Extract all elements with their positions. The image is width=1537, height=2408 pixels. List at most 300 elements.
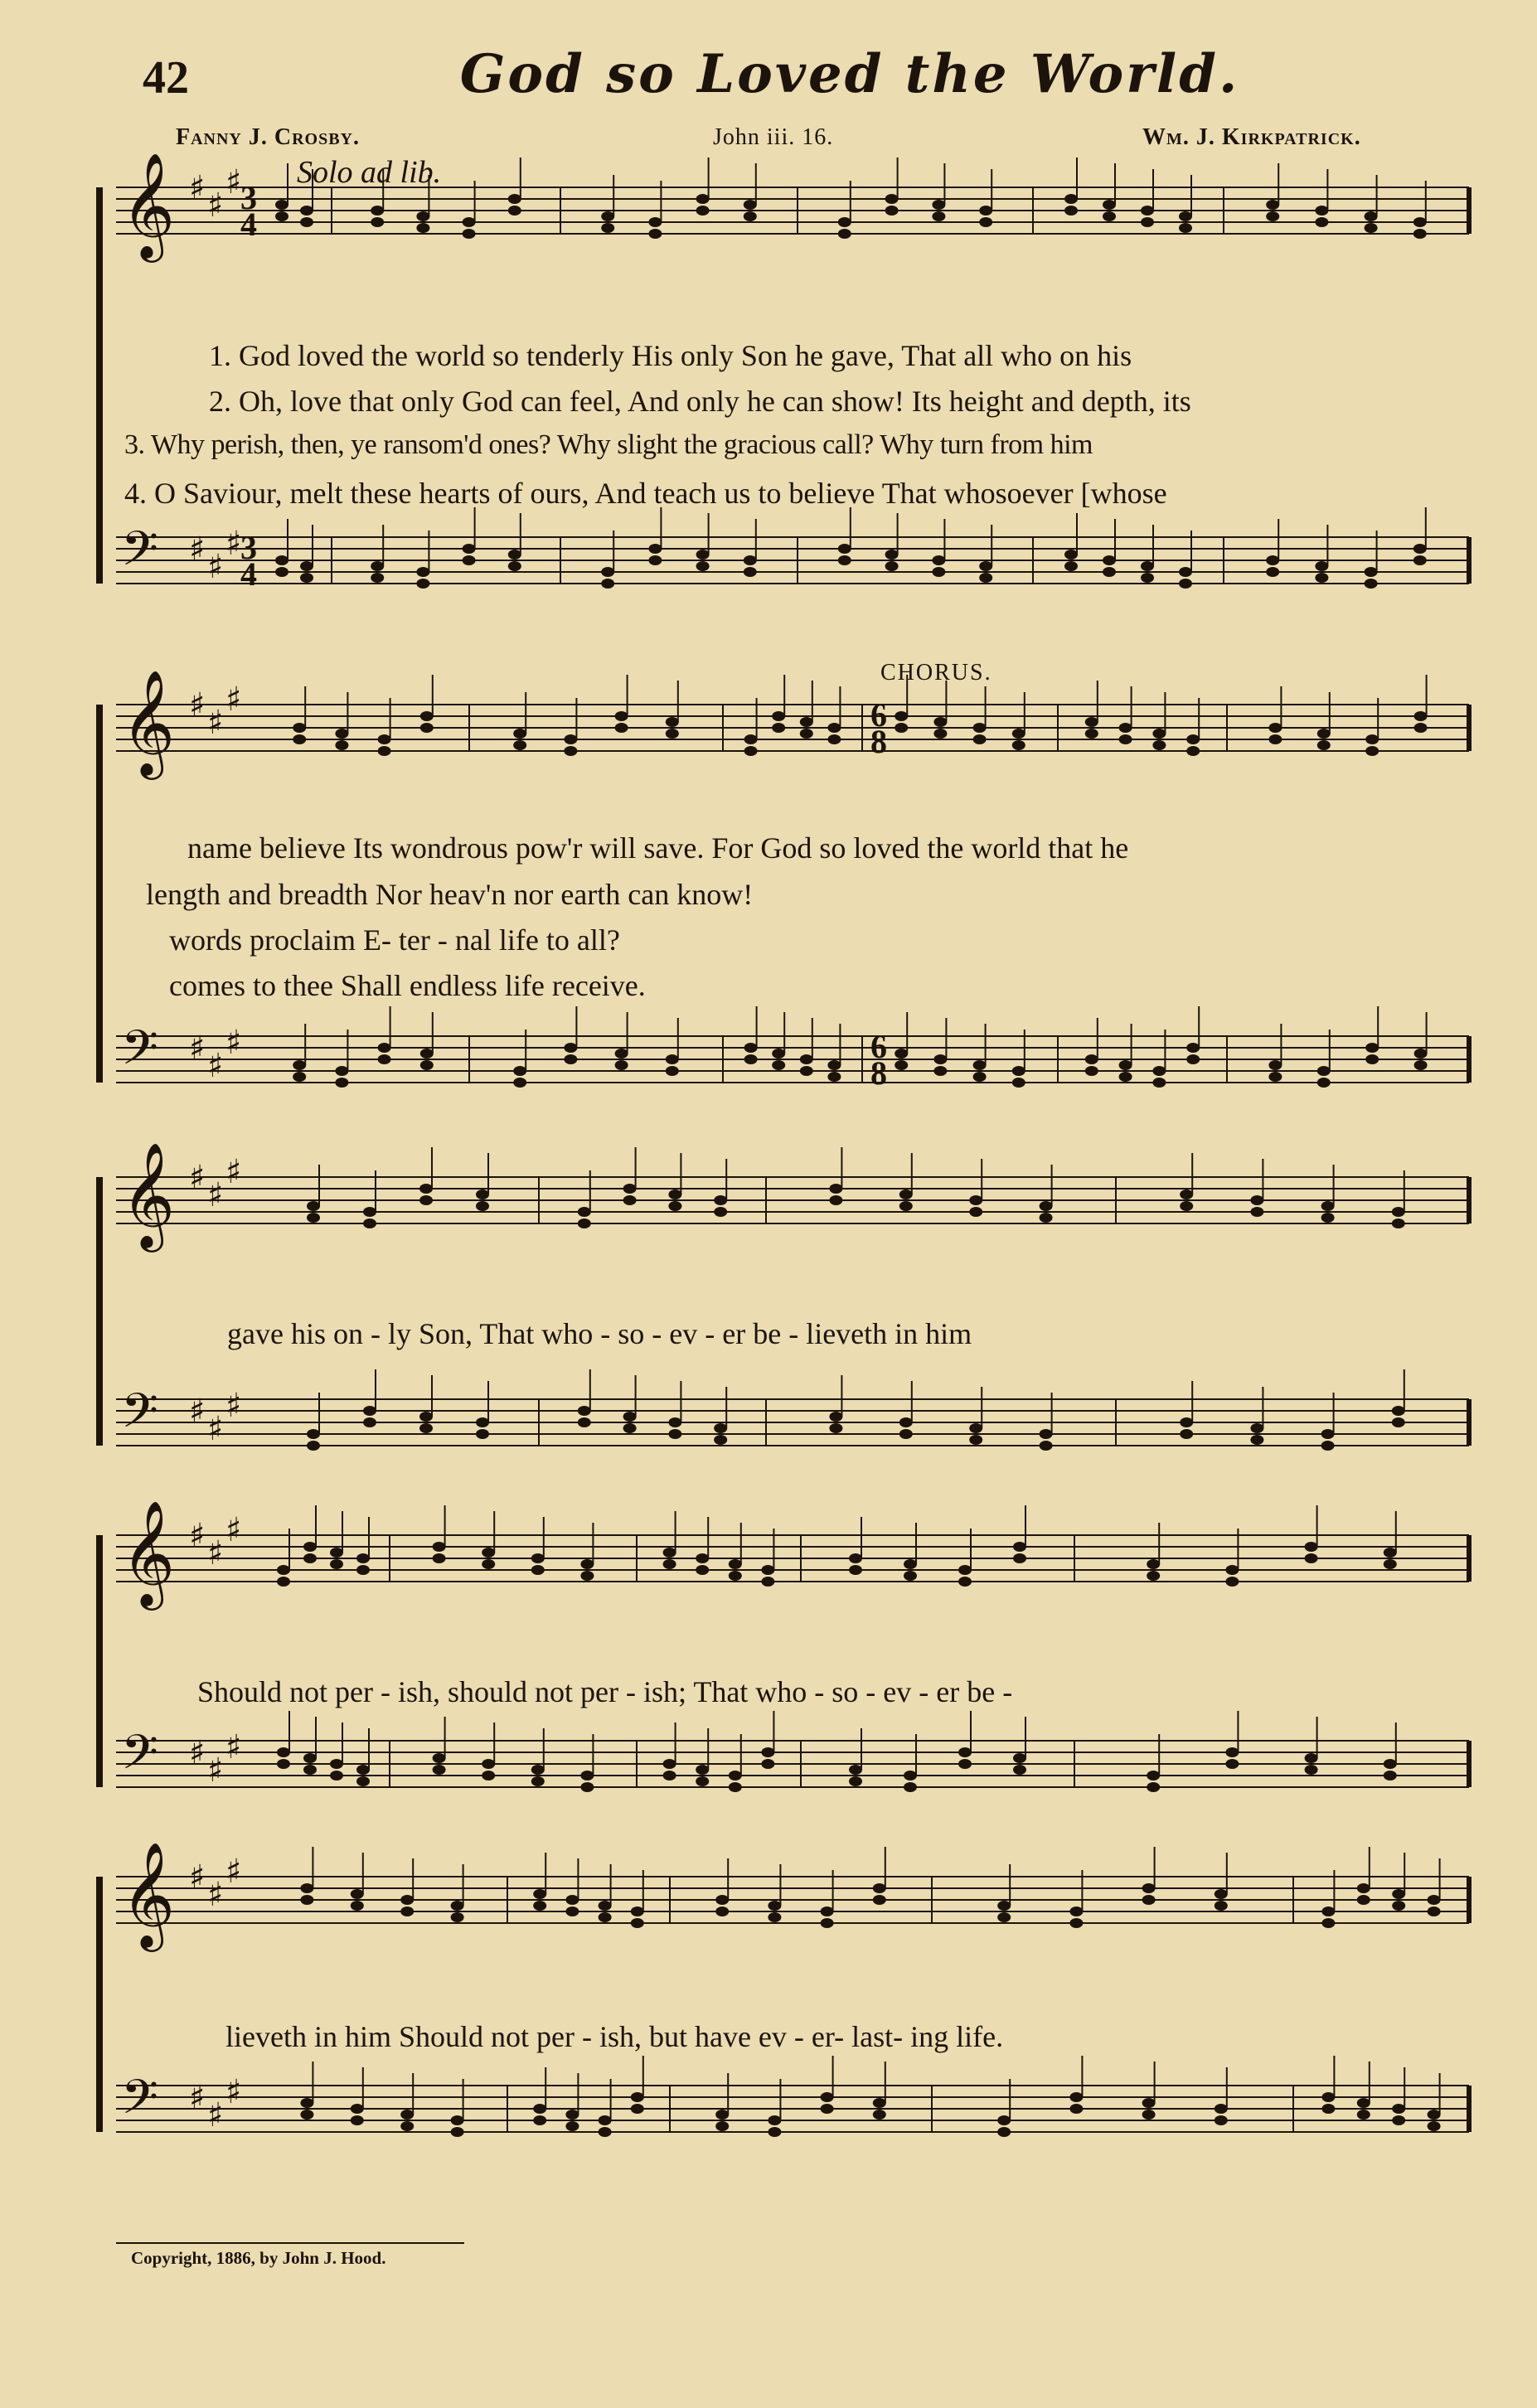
note-head — [578, 1406, 591, 1416]
note-head — [973, 734, 987, 744]
note-head — [761, 1565, 774, 1575]
verse-2-line: 2. Oh, love that only God can feel, And only he can show! Its height and depth, its — [209, 385, 1191, 418]
note-head — [666, 1054, 679, 1064]
note-head — [714, 1195, 727, 1205]
note-head — [885, 206, 899, 216]
note-head — [351, 2115, 364, 2125]
note-head — [768, 1901, 781, 1911]
note-head — [463, 217, 476, 227]
note-head — [973, 1060, 987, 1070]
note-head — [533, 1889, 546, 1899]
note-head — [293, 734, 306, 744]
note-head — [997, 2115, 1011, 2125]
sharp-sign: ♯ — [225, 1153, 242, 1191]
note-head — [1268, 1072, 1282, 1082]
note-head — [1040, 1201, 1053, 1211]
note-head — [335, 1066, 348, 1076]
note-head — [744, 1043, 758, 1053]
note-head — [623, 1423, 637, 1433]
note-head — [1268, 1060, 1282, 1070]
time-signature-lower: 4 — [240, 206, 257, 243]
time-signature-lower: 8 — [870, 1054, 887, 1092]
note-head — [895, 1049, 908, 1059]
note-head — [565, 1907, 579, 1916]
note-head — [1365, 211, 1378, 221]
note-head — [1141, 573, 1154, 583]
note-head — [696, 194, 710, 204]
note-head — [969, 1195, 982, 1205]
note-head — [416, 223, 429, 233]
note-head — [744, 734, 758, 744]
note-head — [1305, 1765, 1318, 1775]
note-head — [1317, 1078, 1331, 1088]
treble-clef: 𝄞 — [121, 668, 176, 775]
note-head — [599, 1912, 612, 1922]
sharp-sign: ♯ — [189, 2079, 206, 2117]
note-head — [482, 1771, 495, 1781]
note-head — [1266, 567, 1279, 577]
note-head — [958, 1759, 972, 1769]
note-head — [1250, 1423, 1263, 1433]
note-head — [1012, 740, 1025, 750]
note-head — [307, 1213, 320, 1223]
note-head — [800, 717, 813, 727]
note-head — [623, 1184, 637, 1194]
note-head — [958, 1577, 972, 1587]
note-head — [330, 1759, 343, 1769]
note-head — [451, 2115, 464, 2125]
note-head — [1365, 223, 1378, 233]
note-head — [371, 206, 384, 216]
bass-clef: 𝄢 — [121, 1019, 159, 1088]
note-head — [433, 1765, 446, 1775]
note-head — [1266, 200, 1279, 210]
note-head — [416, 579, 429, 589]
note-head — [277, 1577, 290, 1587]
note-head — [615, 1049, 628, 1059]
note-head — [1315, 217, 1328, 227]
note-head — [419, 1184, 433, 1194]
note-head — [827, 723, 841, 733]
chorus-line-2: Should not per - ish, should not per - ish; That who - so - ev - er be - — [197, 1675, 1013, 1708]
note-head — [696, 1553, 709, 1563]
note-head — [979, 573, 992, 583]
note-head — [895, 1060, 908, 1070]
sharp-sign: ♯ — [225, 2073, 242, 2111]
note-head — [1250, 1195, 1263, 1205]
note-head — [356, 1565, 370, 1575]
note-head — [648, 217, 662, 227]
note-head — [1428, 1895, 1441, 1905]
note-head — [1365, 734, 1379, 744]
note-head — [1152, 729, 1166, 739]
note-head — [885, 550, 899, 560]
note-head — [1186, 1054, 1200, 1064]
note-head — [1321, 1429, 1335, 1439]
note-head — [744, 746, 758, 756]
verse-2-continuation: length and breadth Nor heav'n nor earth can know! — [146, 878, 754, 911]
note-head — [958, 1565, 972, 1575]
note-head — [1215, 1889, 1228, 1899]
note-head — [1013, 1753, 1026, 1763]
note-head — [1357, 2098, 1370, 2108]
note-head — [1321, 1201, 1335, 1211]
note-head — [293, 723, 306, 733]
sharp-sign: ♯ — [225, 1853, 242, 1891]
chorus-label: CHORUS. — [880, 660, 992, 686]
note-head — [800, 729, 813, 739]
note-head — [330, 1771, 343, 1781]
note-head — [838, 555, 851, 565]
note-head — [666, 717, 679, 727]
note-head — [997, 1912, 1011, 1922]
note-head — [1321, 1918, 1335, 1928]
time-signature-lower: 4 — [240, 555, 257, 593]
note-head — [1119, 723, 1132, 733]
note-head — [744, 1054, 758, 1064]
note-head — [1414, 1049, 1428, 1059]
note-head — [1085, 717, 1098, 727]
note-head — [433, 1542, 446, 1552]
note-head — [761, 1577, 774, 1587]
note-head — [363, 1207, 376, 1217]
note-head — [580, 1782, 594, 1792]
chorus-line-3: lieveth in him Should not per - ish, but have ev - er- last- ing life. — [225, 2020, 1004, 2053]
note-head — [1321, 2104, 1335, 2114]
note-head — [631, 2104, 644, 2114]
note-head — [631, 2092, 644, 2102]
note-head — [378, 734, 391, 744]
note-head — [1414, 1060, 1428, 1070]
sharp-sign: ♯ — [225, 1728, 242, 1766]
note-head — [1119, 734, 1132, 744]
note-head — [895, 723, 908, 733]
sharp-sign: ♯ — [207, 1410, 224, 1448]
note-head — [275, 555, 288, 565]
sharp-sign: ♯ — [189, 169, 206, 207]
note-head — [1266, 211, 1279, 221]
note-head — [1384, 1759, 1397, 1769]
note-head — [513, 1066, 526, 1076]
sharp-sign: ♯ — [189, 531, 206, 569]
chorus-line-1: gave his on - ly Son, That who - so - ev - er be - lieveth in him — [227, 1317, 972, 1350]
time-signature-upper: 6 — [870, 1028, 887, 1065]
note-head — [378, 746, 391, 756]
note-head — [513, 729, 526, 739]
note-head — [1064, 550, 1078, 560]
sharp-sign: ♯ — [207, 1751, 224, 1790]
note-head — [772, 1049, 785, 1059]
note-head — [1392, 2104, 1405, 2114]
sharp-sign: ♯ — [225, 1387, 242, 1425]
note-head — [335, 1078, 348, 1088]
note-head — [1365, 579, 1378, 589]
note-head — [979, 206, 992, 216]
note-head — [979, 561, 992, 571]
note-head — [969, 1435, 982, 1445]
note-head — [827, 1060, 841, 1070]
note-head — [564, 1043, 577, 1053]
note-head — [800, 1054, 813, 1064]
note-head — [668, 1201, 681, 1211]
note-head — [300, 1895, 313, 1905]
note-head — [482, 1559, 495, 1569]
note-head — [307, 1429, 320, 1439]
note-head — [1321, 1441, 1335, 1451]
note-head — [363, 1219, 376, 1228]
note-head — [1147, 1782, 1160, 1792]
note-head — [508, 550, 521, 560]
note-head — [958, 1747, 972, 1757]
verse-4-line: 4. O Saviour, melt these hearts of ours, And teach us to believe That whosoever [whose — [124, 477, 1167, 510]
note-head — [580, 1771, 594, 1781]
note-head — [476, 1429, 489, 1439]
note-head — [1413, 217, 1427, 227]
note-head — [433, 1753, 446, 1763]
note-head — [1180, 1189, 1193, 1199]
note-head — [1414, 723, 1428, 733]
note-head — [275, 211, 288, 221]
note-head — [827, 1072, 841, 1082]
note-head — [451, 2127, 464, 2137]
note-head — [1317, 729, 1331, 739]
verse-4-continuation: comes to thee Shall endless life receive. — [169, 969, 646, 1002]
note-head — [1215, 1901, 1228, 1911]
note-head — [1180, 1201, 1193, 1211]
note-head — [1064, 194, 1078, 204]
note-head — [1250, 1207, 1263, 1217]
note-head — [1392, 1889, 1405, 1899]
note-head — [1357, 2110, 1370, 2120]
note-head — [1012, 1078, 1025, 1088]
note-head — [1365, 567, 1378, 577]
note-head — [1305, 1542, 1318, 1552]
note-head — [821, 2104, 834, 2114]
note-head — [1365, 1043, 1379, 1053]
note-head — [580, 1559, 594, 1569]
note-head — [508, 206, 521, 216]
note-head — [838, 217, 851, 227]
note-head — [829, 1195, 842, 1205]
note-head — [696, 561, 710, 571]
note-head — [904, 1559, 917, 1569]
time-signature-upper: 6 — [870, 696, 887, 734]
system-bracket — [96, 1877, 103, 2132]
note-head — [715, 1895, 729, 1905]
note-head — [531, 1565, 545, 1575]
page-number: 42 — [143, 52, 189, 104]
note-head — [1179, 211, 1192, 221]
note-head — [351, 2104, 364, 2114]
note-head — [932, 555, 945, 565]
note-head — [1266, 555, 1279, 565]
copyright-notice: Copyright, 1886, by John J. Hood. — [131, 2248, 386, 2268]
note-head — [601, 223, 614, 233]
note-head — [351, 1889, 364, 1899]
note-head — [1013, 1765, 1026, 1775]
note-head — [1317, 1066, 1331, 1076]
note-head — [1225, 1565, 1239, 1575]
note-head — [715, 2110, 729, 2120]
note-head — [578, 1207, 591, 1217]
note-head — [1384, 1559, 1397, 1569]
note-head — [463, 555, 476, 565]
note-head — [899, 1429, 913, 1439]
note-head — [838, 229, 851, 239]
note-head — [1141, 561, 1154, 571]
note-head — [1069, 1907, 1083, 1916]
note-head — [1141, 217, 1154, 227]
note-head — [1142, 1883, 1156, 1893]
note-head — [1103, 200, 1116, 210]
note-head — [1357, 1883, 1370, 1893]
note-head — [416, 211, 429, 221]
note-head — [1040, 1213, 1053, 1223]
note-head — [623, 1195, 637, 1205]
note-head — [565, 1895, 579, 1905]
note-head — [300, 561, 313, 571]
note-head — [714, 1423, 727, 1433]
note-head — [578, 1219, 591, 1228]
note-head — [533, 1901, 546, 1911]
note-head — [1365, 1054, 1379, 1064]
note-head — [564, 734, 577, 744]
note-head — [476, 1201, 489, 1211]
note-head — [821, 2092, 834, 2102]
note-head — [335, 729, 348, 739]
verse-3-continuation: words proclaim E- ter - nal life to all? — [169, 923, 620, 957]
note-head — [1040, 1429, 1053, 1439]
note-head — [420, 723, 434, 733]
note-head — [729, 1782, 742, 1792]
note-head — [599, 1901, 612, 1911]
note-head — [666, 729, 679, 739]
note-head — [601, 579, 614, 589]
note-head — [623, 1412, 637, 1422]
note-head — [277, 1759, 290, 1769]
note-head — [1085, 1054, 1098, 1064]
author-credit: Fanny J. Crosby. — [176, 124, 361, 150]
note-head — [899, 1417, 913, 1427]
note-head — [419, 1423, 433, 1433]
note-head — [932, 200, 945, 210]
note-head — [772, 723, 785, 733]
note-head — [1305, 1753, 1318, 1763]
note-head — [420, 1060, 434, 1070]
note-head — [277, 1747, 290, 1757]
note-head — [420, 711, 434, 721]
note-head — [1428, 1907, 1441, 1916]
note-head — [419, 1412, 433, 1422]
note-head — [1069, 1918, 1083, 1928]
sharp-sign: ♯ — [225, 525, 242, 563]
note-head — [761, 1759, 774, 1769]
sharp-sign: ♯ — [207, 1047, 224, 1085]
note-head — [565, 2121, 579, 2131]
note-head — [1392, 1207, 1405, 1217]
note-head — [371, 561, 384, 571]
note-head — [303, 1765, 317, 1775]
note-head — [330, 1548, 343, 1558]
note-head — [1142, 1895, 1156, 1905]
treble-clef: 𝄞 — [121, 1499, 176, 1606]
note-head — [275, 567, 288, 577]
note-head — [513, 1078, 526, 1088]
note-head — [1365, 746, 1379, 756]
note-head — [973, 723, 987, 733]
time-signature-lower: 8 — [870, 723, 887, 760]
note-head — [768, 2115, 781, 2125]
note-head — [564, 1054, 577, 1064]
note-head — [356, 1553, 370, 1563]
note-head — [1392, 1219, 1405, 1228]
note-head — [829, 1412, 842, 1422]
note-head — [1119, 1060, 1132, 1070]
note-head — [772, 711, 785, 721]
bass-clef: 𝄢 — [121, 520, 159, 589]
note-head — [873, 1883, 886, 1893]
note-head — [531, 1776, 545, 1786]
note-head — [1069, 2104, 1083, 2114]
note-head — [932, 567, 945, 577]
sharp-sign: ♯ — [189, 1858, 206, 1897]
note-head — [1142, 2098, 1156, 2108]
system-bracket — [96, 1535, 103, 1787]
note-head — [1321, 1213, 1335, 1223]
note-head — [1413, 544, 1427, 554]
note-head — [1428, 2110, 1441, 2120]
sharp-sign: ♯ — [189, 1393, 206, 1431]
note-head — [1147, 1571, 1160, 1581]
note-head — [1186, 734, 1200, 744]
note-head — [1357, 1895, 1370, 1905]
note-head — [1013, 1553, 1026, 1563]
note-head — [904, 1771, 917, 1781]
note-head — [533, 2115, 546, 2125]
sharp-sign: ♯ — [207, 548, 224, 586]
note-head — [463, 544, 476, 554]
note-head — [899, 1201, 913, 1211]
note-head — [300, 573, 313, 583]
note-head — [356, 1776, 370, 1786]
note-head — [1085, 729, 1098, 739]
note-head — [696, 550, 710, 560]
note-head — [482, 1548, 495, 1558]
verse-1-line: 1. God loved the world so tenderly His only Son he gave, That all who on his — [209, 339, 1132, 372]
sharp-sign: ♯ — [207, 704, 224, 742]
note-head — [663, 1759, 676, 1769]
composer-credit: Wm. J. Kirkpatrick. — [1142, 124, 1361, 150]
hymn-title: God so Loved the World. — [459, 43, 1240, 105]
note-head — [482, 1759, 495, 1769]
sharp-sign: ♯ — [225, 1511, 242, 1549]
note-head — [696, 1565, 709, 1575]
note-head — [1013, 1542, 1026, 1552]
note-head — [933, 1054, 947, 1064]
note-head — [378, 1054, 391, 1064]
note-head — [1315, 206, 1328, 216]
note-head — [1069, 2092, 1083, 2102]
sharp-sign: ♯ — [207, 1876, 224, 1914]
note-head — [433, 1553, 446, 1563]
note-head — [849, 1565, 862, 1575]
note-head — [885, 561, 899, 571]
note-head — [696, 1765, 709, 1775]
note-head — [531, 1765, 545, 1775]
note-head — [1413, 555, 1427, 565]
note-head — [899, 1189, 913, 1199]
note-head — [744, 555, 757, 565]
